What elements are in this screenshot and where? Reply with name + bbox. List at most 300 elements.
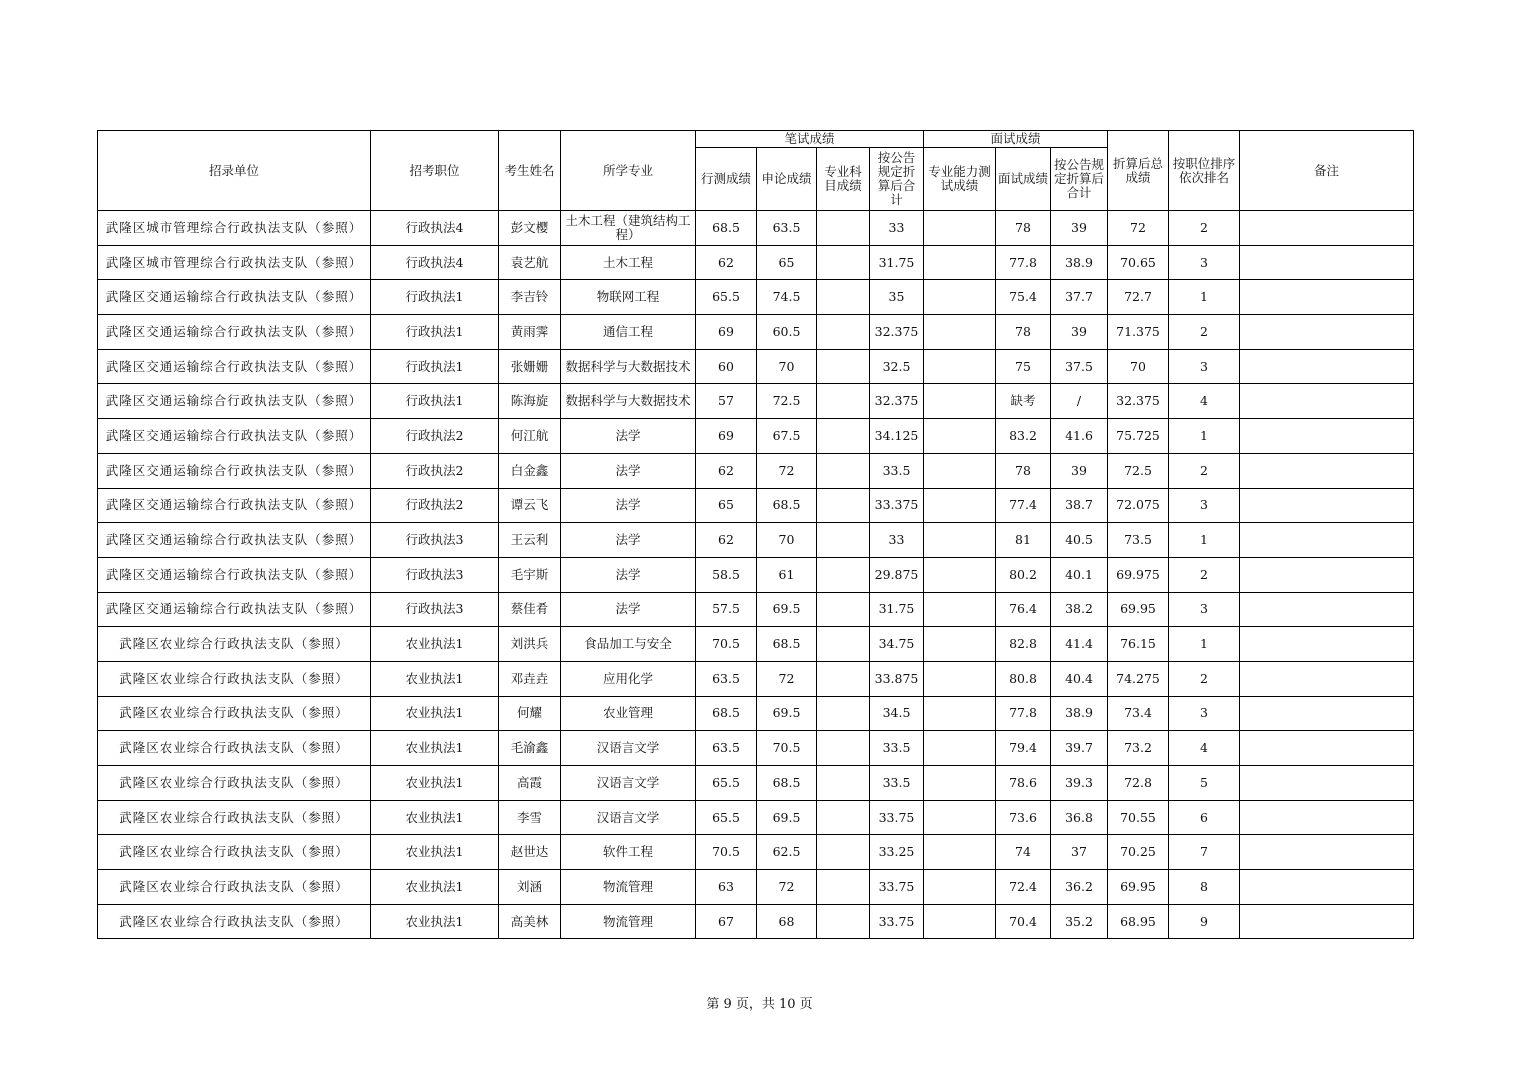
cell-final: 72 <box>1108 211 1169 246</box>
header-written-group: 笔试成绩 <box>696 131 924 148</box>
cell-ability <box>924 453 996 488</box>
cell-interview: 80.8 <box>996 661 1051 696</box>
cell-ability <box>924 245 996 280</box>
cell-ability <box>924 766 996 801</box>
cell-written-total: 34.75 <box>870 627 924 662</box>
table-row <box>98 904 1414 939</box>
cell-remark <box>1240 731 1414 766</box>
table-row <box>98 280 1414 315</box>
cell-written-total: 33.75 <box>870 800 924 835</box>
cell-shenlun: 68.5 <box>757 766 817 801</box>
cell-interview: 75 <box>996 349 1051 384</box>
cell-ability <box>924 557 996 592</box>
cell-remark <box>1240 211 1414 246</box>
cell-unit: 武隆区交通运输综合行政执法支队（参照） <box>98 453 371 488</box>
cell-major: 汉语言文学 <box>561 766 696 801</box>
cell-name: 何江航 <box>499 419 561 454</box>
cell-remark <box>1240 904 1414 939</box>
cell-position: 农业执法1 <box>371 904 499 939</box>
header-remark: 备注 <box>1240 131 1414 211</box>
cell-final: 70.65 <box>1108 245 1169 280</box>
cell-unit: 武隆区交通运输综合行政执法支队（参照） <box>98 557 371 592</box>
cell-unit: 武隆区农业综合行政执法支队（参照） <box>98 731 371 766</box>
cell-ability <box>924 419 996 454</box>
cell-unit: 武隆区城市管理综合行政执法支队（参照） <box>98 211 371 246</box>
cell-name: 李吉铃 <box>499 280 561 315</box>
cell-name: 王云利 <box>499 523 561 558</box>
cell-interview: 81 <box>996 523 1051 558</box>
header-written-total: 按公告规定折算后合计 <box>870 148 924 211</box>
cell-xingce: 62 <box>696 245 757 280</box>
cell-unit: 武隆区交通运输综合行政执法支队（参照） <box>98 592 371 627</box>
cell-ability <box>924 349 996 384</box>
cell-major: 土木工程 <box>561 245 696 280</box>
cell-shenlun: 68.5 <box>757 488 817 523</box>
cell-remark <box>1240 384 1414 419</box>
cell-name: 谭云飞 <box>499 488 561 523</box>
cell-unit: 武隆区交通运输综合行政执法支队（参照） <box>98 384 371 419</box>
cell-written-total: 33 <box>870 523 924 558</box>
cell-interview: 77.8 <box>996 696 1051 731</box>
table-row <box>98 800 1414 835</box>
cell-final: 69.95 <box>1108 870 1169 905</box>
cell-remark <box>1240 349 1414 384</box>
cell-xingce: 69 <box>696 315 757 350</box>
cell-remark <box>1240 557 1414 592</box>
cell-rank: 3 <box>1169 696 1240 731</box>
cell-written-total: 34.5 <box>870 696 924 731</box>
cell-final: 72.075 <box>1108 488 1169 523</box>
cell-unit: 武隆区城市管理综合行政执法支队（参照） <box>98 245 371 280</box>
table-row <box>98 835 1414 870</box>
cell-interview-total: 40.5 <box>1051 523 1108 558</box>
cell-xingce: 57.5 <box>696 592 757 627</box>
cell-shenlun: 70 <box>757 349 817 384</box>
cell-remark <box>1240 315 1414 350</box>
cell-remark <box>1240 592 1414 627</box>
cell-shenlun: 72 <box>757 453 817 488</box>
cell-interview-total: 39 <box>1051 453 1108 488</box>
cell-position: 行政执法1 <box>371 280 499 315</box>
cell-major: 法学 <box>561 419 696 454</box>
cell-rank: 1 <box>1169 419 1240 454</box>
cell-interview-total: / <box>1051 384 1108 419</box>
cell-special <box>817 280 870 315</box>
cell-name: 白金鑫 <box>499 453 561 488</box>
cell-xingce: 63.5 <box>696 661 757 696</box>
cell-interview-total: 36.2 <box>1051 870 1108 905</box>
cell-rank: 3 <box>1169 349 1240 384</box>
cell-major: 数据科学与大数据技术 <box>561 349 696 384</box>
cell-name: 刘涵 <box>499 870 561 905</box>
cell-position: 行政执法1 <box>371 384 499 419</box>
cell-remark <box>1240 766 1414 801</box>
cell-remark <box>1240 280 1414 315</box>
cell-special <box>817 800 870 835</box>
cell-unit: 武隆区交通运输综合行政执法支队（参照） <box>98 488 371 523</box>
cell-major: 法学 <box>561 557 696 592</box>
cell-xingce: 63 <box>696 870 757 905</box>
cell-rank: 7 <box>1169 835 1240 870</box>
cell-interview: 75.4 <box>996 280 1051 315</box>
cell-xingce: 63.5 <box>696 731 757 766</box>
cell-ability <box>924 384 996 419</box>
cell-special <box>817 731 870 766</box>
cell-xingce: 62 <box>696 523 757 558</box>
header-shenlun: 申论成绩 <box>757 148 817 211</box>
cell-interview: 80.2 <box>996 557 1051 592</box>
cell-xingce: 70.5 <box>696 627 757 662</box>
cell-special <box>817 488 870 523</box>
cell-rank: 2 <box>1169 453 1240 488</box>
cell-interview-total: 38.2 <box>1051 592 1108 627</box>
cell-xingce: 69 <box>696 419 757 454</box>
cell-xingce: 57 <box>696 384 757 419</box>
cell-written-total: 33.25 <box>870 835 924 870</box>
cell-major: 法学 <box>561 523 696 558</box>
cell-interview: 82.8 <box>996 627 1051 662</box>
cell-final: 72.5 <box>1108 453 1169 488</box>
cell-position: 行政执法2 <box>371 419 499 454</box>
cell-special <box>817 592 870 627</box>
cell-name: 何耀 <box>499 696 561 731</box>
cell-position: 行政执法1 <box>371 315 499 350</box>
cell-unit: 武隆区农业综合行政执法支队（参照） <box>98 904 371 939</box>
cell-position: 行政执法3 <box>371 523 499 558</box>
cell-rank: 9 <box>1169 904 1240 939</box>
cell-special <box>817 835 870 870</box>
cell-written-total: 33.75 <box>870 904 924 939</box>
cell-written-total: 35 <box>870 280 924 315</box>
cell-final: 73.5 <box>1108 523 1169 558</box>
cell-position: 农业执法1 <box>371 696 499 731</box>
cell-shenlun: 60.5 <box>757 315 817 350</box>
cell-rank: 3 <box>1169 245 1240 280</box>
cell-name: 李雪 <box>499 800 561 835</box>
cell-interview: 73.6 <box>996 800 1051 835</box>
cell-xingce: 58.5 <box>696 557 757 592</box>
cell-written-total: 33.5 <box>870 453 924 488</box>
cell-interview-total: 40.4 <box>1051 661 1108 696</box>
cell-shenlun: 69.5 <box>757 800 817 835</box>
header-interview: 面试成绩 <box>996 148 1051 211</box>
cell-final: 70.55 <box>1108 800 1169 835</box>
cell-rank: 2 <box>1169 211 1240 246</box>
table-row <box>98 419 1414 454</box>
cell-final: 74.275 <box>1108 661 1169 696</box>
cell-final: 72.7 <box>1108 280 1169 315</box>
cell-remark <box>1240 696 1414 731</box>
cell-interview-total: 39 <box>1051 211 1108 246</box>
cell-interview: 76.4 <box>996 592 1051 627</box>
cell-ability <box>924 800 996 835</box>
cell-special <box>817 211 870 246</box>
cell-major: 数据科学与大数据技术 <box>561 384 696 419</box>
cell-xingce: 65 <box>696 488 757 523</box>
cell-rank: 1 <box>1169 523 1240 558</box>
cell-written-total: 31.75 <box>870 245 924 280</box>
cell-remark <box>1240 245 1414 280</box>
cell-special <box>817 627 870 662</box>
table-row <box>98 627 1414 662</box>
cell-special <box>817 384 870 419</box>
table-body <box>98 211 1414 939</box>
header-ability: 专业能力测试成绩 <box>924 148 996 211</box>
cell-remark <box>1240 523 1414 558</box>
cell-shenlun: 69.5 <box>757 592 817 627</box>
cell-name: 黄雨霁 <box>499 315 561 350</box>
cell-position: 农业执法1 <box>371 870 499 905</box>
header-name: 考生姓名 <box>499 131 561 211</box>
cell-written-total: 29.875 <box>870 557 924 592</box>
cell-interview-total: 37 <box>1051 835 1108 870</box>
cell-unit: 武隆区农业综合行政执法支队（参照） <box>98 696 371 731</box>
table-row <box>98 315 1414 350</box>
cell-final: 32.375 <box>1108 384 1169 419</box>
cell-shenlun: 72 <box>757 870 817 905</box>
cell-interview-total: 40.1 <box>1051 557 1108 592</box>
cell-xingce: 67 <box>696 904 757 939</box>
cell-special <box>817 904 870 939</box>
cell-final: 71.375 <box>1108 315 1169 350</box>
cell-major: 物联网工程 <box>561 280 696 315</box>
cell-remark <box>1240 419 1414 454</box>
cell-major: 食品加工与安全 <box>561 627 696 662</box>
cell-ability <box>924 627 996 662</box>
cell-special <box>817 557 870 592</box>
cell-rank: 4 <box>1169 731 1240 766</box>
cell-name: 赵世达 <box>499 835 561 870</box>
header-interview-total: 按公告规定折算后合计 <box>1051 148 1108 211</box>
table-row <box>98 592 1414 627</box>
table-row <box>98 349 1414 384</box>
cell-special <box>817 419 870 454</box>
header-major: 所学专业 <box>561 131 696 211</box>
score-table <box>97 130 1414 939</box>
cell-ability <box>924 731 996 766</box>
cell-rank: 1 <box>1169 627 1240 662</box>
cell-interview-total: 41.6 <box>1051 419 1108 454</box>
cell-xingce: 60 <box>696 349 757 384</box>
cell-ability <box>924 280 996 315</box>
cell-remark <box>1240 800 1414 835</box>
cell-shenlun: 70 <box>757 523 817 558</box>
cell-shenlun: 69.5 <box>757 696 817 731</box>
cell-shenlun: 61 <box>757 557 817 592</box>
cell-xingce: 62 <box>696 453 757 488</box>
cell-interview: 78 <box>996 453 1051 488</box>
cell-position: 行政执法3 <box>371 557 499 592</box>
cell-position: 行政执法3 <box>371 592 499 627</box>
cell-final: 70.25 <box>1108 835 1169 870</box>
cell-name: 邓垚垚 <box>499 661 561 696</box>
cell-ability <box>924 211 996 246</box>
cell-major: 农业管理 <box>561 696 696 731</box>
table-row <box>98 245 1414 280</box>
cell-special <box>817 696 870 731</box>
cell-rank: 5 <box>1169 766 1240 801</box>
cell-name: 高霞 <box>499 766 561 801</box>
table-row <box>98 384 1414 419</box>
cell-remark <box>1240 661 1414 696</box>
cell-final: 69.95 <box>1108 592 1169 627</box>
cell-ability <box>924 592 996 627</box>
cell-xingce: 65.5 <box>696 766 757 801</box>
cell-major: 法学 <box>561 453 696 488</box>
cell-interview: 缺考 <box>996 384 1051 419</box>
table-row <box>98 453 1414 488</box>
cell-written-total: 32.5 <box>870 349 924 384</box>
cell-special <box>817 315 870 350</box>
cell-major: 汉语言文学 <box>561 800 696 835</box>
cell-interview-total: 37.7 <box>1051 280 1108 315</box>
cell-special <box>817 523 870 558</box>
cell-xingce: 65.5 <box>696 800 757 835</box>
cell-unit: 武隆区农业综合行政执法支队（参照） <box>98 766 371 801</box>
cell-unit: 武隆区交通运输综合行政执法支队（参照） <box>98 280 371 315</box>
cell-rank: 2 <box>1169 661 1240 696</box>
cell-final: 73.2 <box>1108 731 1169 766</box>
cell-major: 应用化学 <box>561 661 696 696</box>
cell-written-total: 33.5 <box>870 766 924 801</box>
cell-xingce: 70.5 <box>696 835 757 870</box>
cell-unit: 武隆区交通运输综合行政执法支队（参照） <box>98 315 371 350</box>
cell-major: 法学 <box>561 592 696 627</box>
cell-remark <box>1240 835 1414 870</box>
cell-final: 72.8 <box>1108 766 1169 801</box>
cell-position: 农业执法1 <box>371 731 499 766</box>
cell-written-total: 33.5 <box>870 731 924 766</box>
table-row <box>98 211 1414 246</box>
cell-interview-total: 37.5 <box>1051 349 1108 384</box>
cell-interview-total: 41.4 <box>1051 627 1108 662</box>
cell-interview-total: 39.7 <box>1051 731 1108 766</box>
cell-interview: 79.4 <box>996 731 1051 766</box>
cell-special <box>817 245 870 280</box>
cell-final: 69.975 <box>1108 557 1169 592</box>
cell-interview: 78.6 <box>996 766 1051 801</box>
cell-shenlun: 68.5 <box>757 627 817 662</box>
cell-remark <box>1240 488 1414 523</box>
cell-final: 70 <box>1108 349 1169 384</box>
cell-position: 行政执法1 <box>371 349 499 384</box>
cell-interview: 77.4 <box>996 488 1051 523</box>
cell-unit: 武隆区农业综合行政执法支队（参照） <box>98 627 371 662</box>
cell-rank: 3 <box>1169 488 1240 523</box>
cell-name: 彭文樱 <box>499 211 561 246</box>
cell-xingce: 65.5 <box>696 280 757 315</box>
header-position: 招考职位 <box>371 131 499 211</box>
cell-written-total: 32.375 <box>870 384 924 419</box>
cell-special <box>817 766 870 801</box>
cell-unit: 武隆区农业综合行政执法支队（参照） <box>98 870 371 905</box>
cell-shenlun: 72 <box>757 661 817 696</box>
table-row <box>98 731 1414 766</box>
cell-written-total: 31.75 <box>870 592 924 627</box>
header-unit: 招录单位 <box>98 131 371 211</box>
header-final: 折算后总成绩 <box>1108 131 1169 211</box>
table-row <box>98 523 1414 558</box>
cell-unit: 武隆区农业综合行政执法支队（参照） <box>98 835 371 870</box>
header-interview-group: 面试成绩 <box>924 131 1108 148</box>
cell-rank: 8 <box>1169 870 1240 905</box>
cell-name: 刘洪兵 <box>499 627 561 662</box>
cell-shenlun: 68 <box>757 904 817 939</box>
cell-remark <box>1240 453 1414 488</box>
cell-written-total: 33.375 <box>870 488 924 523</box>
cell-position: 行政执法4 <box>371 245 499 280</box>
cell-interview-total: 38.7 <box>1051 488 1108 523</box>
cell-name: 陈海旋 <box>499 384 561 419</box>
cell-final: 73.4 <box>1108 696 1169 731</box>
cell-ability <box>924 488 996 523</box>
cell-ability <box>924 661 996 696</box>
cell-ability <box>924 696 996 731</box>
cell-rank: 4 <box>1169 384 1240 419</box>
cell-position: 行政执法2 <box>371 488 499 523</box>
cell-special <box>817 349 870 384</box>
cell-rank: 6 <box>1169 800 1240 835</box>
cell-shenlun: 62.5 <box>757 835 817 870</box>
cell-position: 行政执法4 <box>371 211 499 246</box>
cell-name: 高美林 <box>499 904 561 939</box>
cell-special <box>817 453 870 488</box>
cell-major: 汉语言文学 <box>561 731 696 766</box>
cell-interview-total: 38.9 <box>1051 245 1108 280</box>
cell-rank: 3 <box>1169 592 1240 627</box>
cell-major: 通信工程 <box>561 315 696 350</box>
cell-unit: 武隆区农业综合行政执法支队（参照） <box>98 800 371 835</box>
cell-name: 毛宇斯 <box>499 557 561 592</box>
cell-special <box>817 870 870 905</box>
cell-interview-total: 36.8 <box>1051 800 1108 835</box>
cell-written-total: 33.875 <box>870 661 924 696</box>
cell-major: 土木工程（建筑结构工程） <box>561 211 696 246</box>
header-special: 专业科目成绩 <box>817 148 870 211</box>
cell-shenlun: 70.5 <box>757 731 817 766</box>
cell-name: 蔡佳肴 <box>499 592 561 627</box>
cell-interview-total: 39.3 <box>1051 766 1108 801</box>
cell-major: 法学 <box>561 488 696 523</box>
cell-xingce: 68.5 <box>696 696 757 731</box>
cell-final: 75.725 <box>1108 419 1169 454</box>
table-row <box>98 696 1414 731</box>
cell-interview: 83.2 <box>996 419 1051 454</box>
cell-rank: 2 <box>1169 315 1240 350</box>
cell-name: 毛渝鑫 <box>499 731 561 766</box>
cell-shenlun: 74.5 <box>757 280 817 315</box>
header-xingce: 行测成绩 <box>696 148 757 211</box>
cell-position: 农业执法1 <box>371 835 499 870</box>
cell-position: 农业执法1 <box>371 766 499 801</box>
cell-interview: 77.8 <box>996 245 1051 280</box>
cell-major: 物流管理 <box>561 870 696 905</box>
cell-shenlun: 63.5 <box>757 211 817 246</box>
page-footer: 第 9 页，共 10 页 <box>706 997 813 1012</box>
table-row <box>98 488 1414 523</box>
cell-ability <box>924 904 996 939</box>
cell-shenlun: 72.5 <box>757 384 817 419</box>
cell-shenlun: 67.5 <box>757 419 817 454</box>
cell-interview-total: 35.2 <box>1051 904 1108 939</box>
cell-interview-total: 38.9 <box>1051 696 1108 731</box>
cell-rank: 2 <box>1169 557 1240 592</box>
cell-remark <box>1240 627 1414 662</box>
cell-position: 农业执法1 <box>371 661 499 696</box>
cell-major: 软件工程 <box>561 835 696 870</box>
cell-interview: 78 <box>996 315 1051 350</box>
table-row <box>98 766 1414 801</box>
